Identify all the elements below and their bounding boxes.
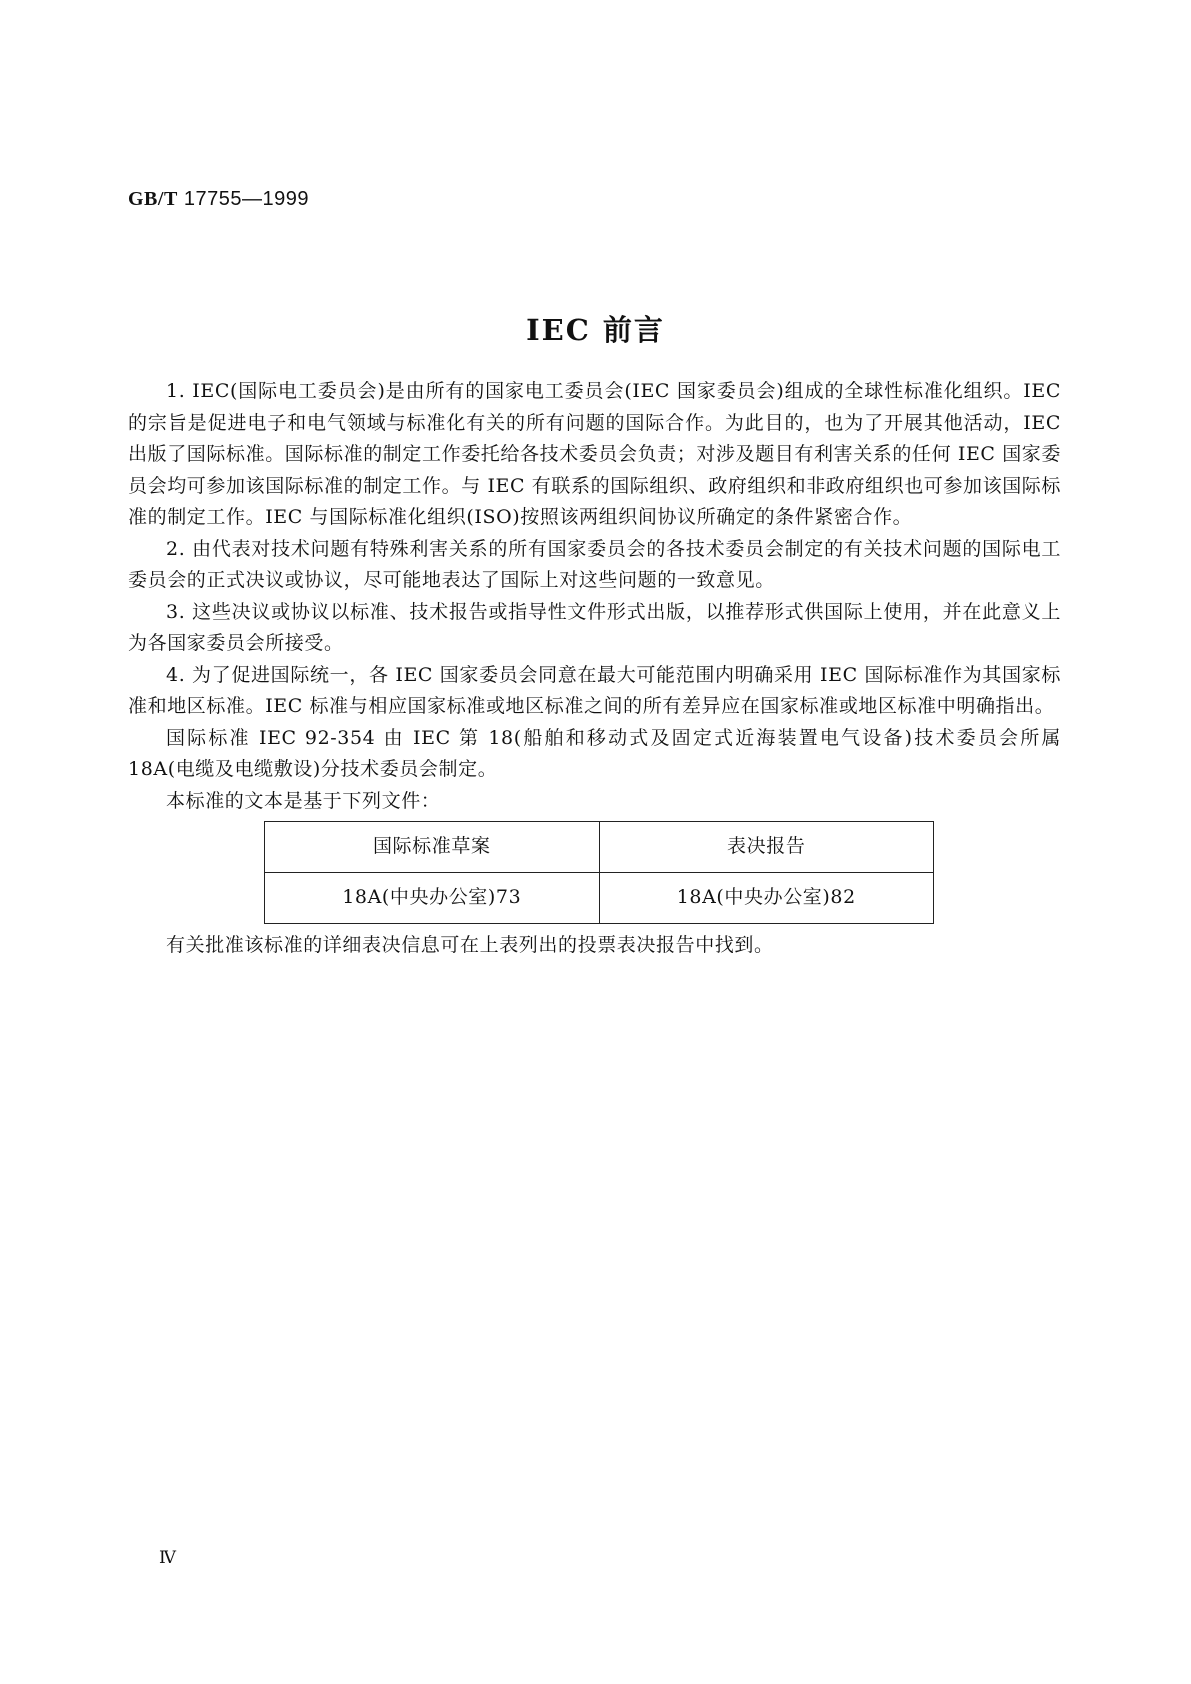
documents-table — [264, 821, 934, 924]
table-row — [265, 873, 934, 924]
page-number: Ⅳ — [159, 1548, 176, 1568]
paragraph-based-on: 本标准的文本是基于下列文件： — [166, 789, 441, 812]
table-cell-draft: 18A(中央办公室)73 — [265, 873, 600, 924]
paragraph-1: 1. IEC(国际电工委员会)是由所有的国家电工委员会(IEC 国家委员会)组成的全球性标准化组织。IEC 的宗旨是促进电子和电气领域与标准化有关的所有问题的国际合作。为此目的，也为了开展其他活动，IEC 出版了国际标准。国际标准的制定工作委托给各技术委员会负责；对涉及题目有利害关系的任何 IEC 国家委员会均可参加该国际标准的制定工作。与 IEC 有联系的国际组织、政府组织和非政府组织也可参加该国际标准的制定工作。IEC 与国际标准化组织(ISO)按照该两组织间协议所确定的条件紧密合作。 — [128, 380, 1061, 528]
page-title: IEC 前言 — [526, 313, 665, 347]
closing-paragraph: 有关批准该标准的详细表决信息可在上表列出的投票表决报告中找到。 — [166, 934, 774, 956]
table-header-row — [265, 822, 934, 873]
table-header-draft: 国际标准草案 — [265, 822, 600, 873]
standard-prefix: GB/T — [128, 188, 178, 210]
foreword-body — [128, 376, 1061, 962]
table-header-vote-report: 表决报告 — [599, 822, 934, 873]
paragraph-origin: 国际标准 IEC 92-354 由 IEC 第 18(船舶和移动式及固定式近海装置电气设备)技术委员会所属 18A(电缆及电缆敷设)分技术委员会制定。 — [128, 726, 1061, 780]
paragraph-2: 2. 由代表对技术问题有特殊利害关系的所有国家委员会的各技术委员会制定的有关技术问题的国际电工委员会的正式决议或协议，尽可能地表达了国际上对这些问题的一致意见。 — [128, 537, 1061, 591]
standard-number-value: 17755—1999 — [183, 188, 309, 210]
paragraph-3: 3. 这些决议或协议以标准、技术报告或指导性文件形式出版，以推荐形式供国际上使用，并在此意义上为各国家委员会所接受。 — [128, 600, 1061, 654]
standard-number — [128, 188, 309, 211]
paragraph-4: 4. 为了促进国际统一，各 IEC 国家委员会同意在最大可能范围内明确采用 IEC 国际标准作为其国家标准和地区标准。IEC 标准与相应国家标准或地区标准之间的所有差异应在国家标准或地区标准中明确指出。 — [128, 663, 1061, 717]
table-cell-vote-report: 18A(中央办公室)82 — [599, 873, 934, 924]
